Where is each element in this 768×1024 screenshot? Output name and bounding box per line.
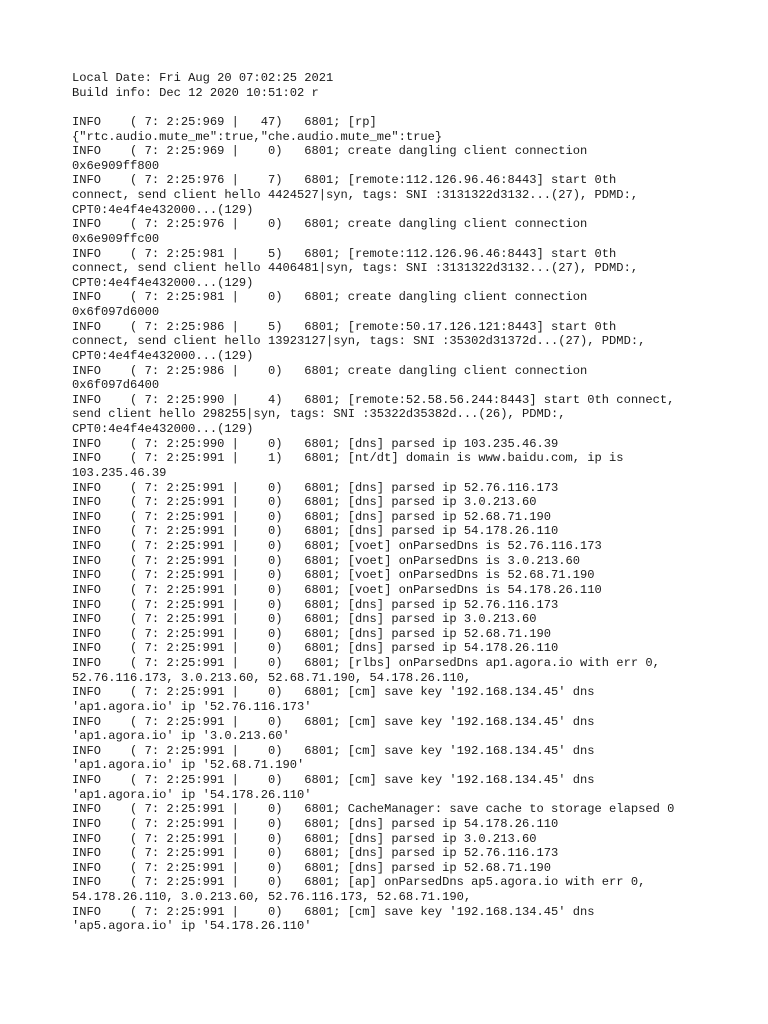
- log-line: INFO ( 7: 2:25:991 | 0) 6801; [dns] parsed ip 52.68.71.190: [72, 860, 551, 875]
- log-line: INFO ( 7: 2:25:991 | 0) 6801; [dns] parsed ip 3.0.213.60: [72, 831, 537, 846]
- log-line: INFO ( 7: 2:25:991 | 0) 6801; [dns] parsed ip 52.76.116.173: [72, 480, 559, 495]
- log-line: 'ap1.agora.io' ip '52.68.71.190': [72, 758, 305, 773]
- log-line: INFO ( 7: 2:25:991 | 0) 6801; [dns] parsed ip 52.76.116.173: [72, 597, 559, 612]
- log-line: INFO ( 7: 2:25:976 | 0) 6801; create dangling client connection: [72, 217, 588, 232]
- log-line: INFO ( 7: 2:25:991 | 0) 6801; [voet] onParsedDns is 52.68.71.190: [72, 568, 595, 583]
- log-line: 'ap5.agora.io' ip '54.178.26.110': [72, 919, 312, 934]
- log-line: INFO ( 7: 2:25:991 | 0) 6801; [cm] save key '192.168.134.45' dns: [72, 743, 595, 758]
- log-line: 'ap1.agora.io' ip '54.178.26.110': [72, 787, 312, 802]
- log-line: CPT0:4e4f4e432000...(129): [72, 422, 254, 436]
- log-line: INFO ( 7: 2:25:991 | 0) 6801; [dns] parsed ip 54.178.26.110: [72, 816, 559, 831]
- log-line: INFO ( 7: 2:25:991 | 0) 6801; [cm] save key '192.168.134.45' dns: [72, 904, 595, 919]
- log-line: INFO ( 7: 2:25:986 | 5) 6801; [remote:50.17.126.121:8443] start 0th: [72, 319, 617, 334]
- log-line: INFO ( 7: 2:25:991 | 0) 6801; [dns] parsed ip 52.68.71.190: [72, 509, 551, 524]
- log-line: INFO ( 7: 2:25:991 | 0) 6801; [voet] onParsedDns is 52.76.116.173: [72, 539, 602, 553]
- log-line: INFO ( 7: 2:25:991 | 0) 6801; [cm] save key '192.168.134.45' dns: [72, 685, 595, 700]
- log-line: INFO ( 7: 2:25:991 | 0) 6801; [dns] parsed ip 52.68.71.190: [72, 626, 551, 641]
- log-line: INFO ( 7: 2:25:991 | 0) 6801; [dns] parsed ip 3.0.213.60: [72, 495, 537, 510]
- log-line: INFO ( 7: 2:25:991 | 0) 6801; CacheManager: save cache to storage elapsed 0: [72, 802, 675, 817]
- log-line: INFO ( 7: 2:25:986 | 0) 6801; create dangling client connection: [72, 363, 588, 378]
- log-line: 'ap1.agora.io' ip '3.0.213.60': [72, 729, 290, 744]
- log-line: INFO ( 7: 2:25:991 | 0) 6801; [rlbs] onParsedDns ap1.agora.io with err 0,: [72, 656, 660, 670]
- log-line: INFO ( 7: 2:25:991 | 0) 6801; [cm] save key '192.168.134.45' dns: [72, 714, 595, 729]
- log-line: connect, send client hello 4424527|syn, tags: SNI :3131322d3132...(27), PDMD:,: [72, 188, 639, 202]
- log-line: 52.76.116.173, 3.0.213.60, 52.68.71.190, 54.178.26.110,: [72, 670, 472, 685]
- log-line: 103.235.46.39: [72, 465, 167, 480]
- log-line: INFO ( 7: 2:25:981 | 5) 6801; [remote:112.126.96.46:8443] start 0th: [72, 246, 617, 261]
- log-text-block: [72, 71, 762, 934]
- log-line: INFO ( 7: 2:25:991 | 0) 6801; [voet] onParsedDns is 54.178.26.110: [72, 582, 602, 597]
- log-line: send client hello 298255|syn, tags: SNI :35322d35382d...(26), PDMD:,: [72, 407, 566, 422]
- log-line: 0x6e909ff800: [72, 158, 160, 173]
- log-line: Local Date: Fri Aug 20 07:02:25 2021: [72, 71, 334, 85]
- log-line: Build info: Dec 12 2020 10:51:02 r: [72, 85, 319, 100]
- log-line: INFO ( 7: 2:25:991 | 0) 6801; [dns] parsed ip 52.76.116.173: [72, 846, 559, 861]
- log-line: connect, send client hello 4406481|syn, tags: SNI :3131322d3132...(27), PDMD:,: [72, 261, 639, 276]
- log-line: CPT0:4e4f4e432000...(129): [72, 348, 254, 363]
- log-line: {"rtc.audio.mute_me":true,"che.audio.mute_me":true}: [72, 129, 443, 144]
- log-line: CPT0:4e4f4e432000...(129): [72, 202, 254, 217]
- log-line: 0x6f097d6000: [72, 305, 160, 319]
- log-line: 0x6e909ffc00: [72, 231, 160, 246]
- log-line: INFO ( 7: 2:25:990 | 0) 6801; [dns] parsed ip 103.235.46.39: [72, 436, 559, 451]
- log-line: connect, send client hello 13923127|syn, tags: SNI :35302d31372d...(27), PDMD:,: [72, 334, 646, 349]
- log-line: INFO ( 7: 2:25:976 | 7) 6801; [remote:112.126.96.46:8443] start 0th: [72, 173, 617, 188]
- log-line: 54.178.26.110, 3.0.213.60, 52.76.116.173, 52.68.71.190,: [72, 890, 472, 904]
- log-line: INFO ( 7: 2:25:981 | 0) 6801; create dangling client connection: [72, 290, 588, 305]
- log-line: INFO ( 7: 2:25:991 | 0) 6801; [ap] onParsedDns ap5.agora.io with err 0,: [72, 875, 646, 890]
- log-line: INFO ( 7: 2:25:969 | 47) 6801; [rp]: [72, 114, 377, 129]
- log-line: INFO ( 7: 2:25:991 | 0) 6801; [dns] parsed ip 54.178.26.110: [72, 641, 559, 656]
- log-line: [72, 100, 762, 115]
- log-line: INFO ( 7: 2:25:991 | 0) 6801; [dns] parsed ip 54.178.26.110: [72, 524, 559, 539]
- log-line: 0x6f097d6400: [72, 378, 160, 393]
- log-line: INFO ( 7: 2:25:991 | 1) 6801; [nt/dt] domain is www.baidu.com, ip is: [72, 451, 624, 466]
- log-line: CPT0:4e4f4e432000...(129): [72, 275, 254, 290]
- log-line: INFO ( 7: 2:25:991 | 0) 6801; [cm] save key '192.168.134.45' dns: [72, 773, 595, 787]
- log-line: INFO ( 7: 2:25:991 | 0) 6801; [voet] onParsedDns is 3.0.213.60: [72, 553, 581, 568]
- log-line: INFO ( 7: 2:25:991 | 0) 6801; [dns] parsed ip 3.0.213.60: [72, 612, 537, 627]
- log-line: 'ap1.agora.io' ip '52.76.116.173': [72, 699, 312, 714]
- log-line: INFO ( 7: 2:25:990 | 4) 6801; [remote:52.58.56.244:8443] start 0th connect,: [72, 392, 675, 407]
- log-line: INFO ( 7: 2:25:969 | 0) 6801; create dangling client connection: [72, 144, 588, 159]
